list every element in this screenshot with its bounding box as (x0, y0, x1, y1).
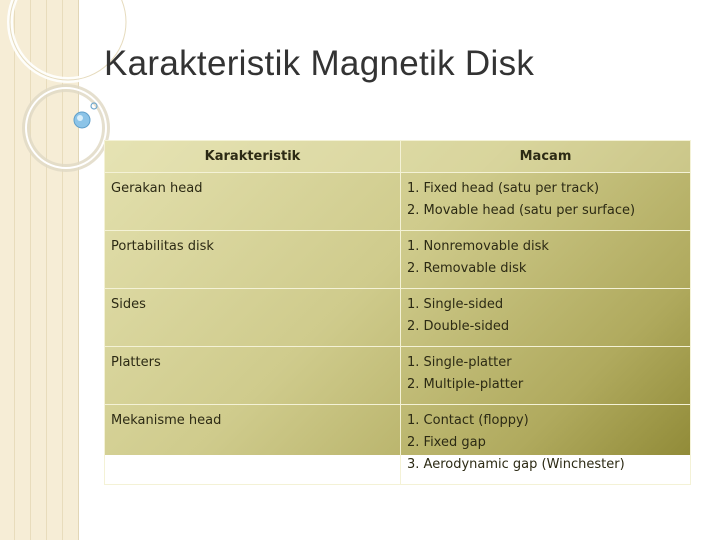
slide-title: Karakteristik Magnetik Disk (104, 44, 535, 83)
table-row (105, 347, 691, 405)
type-item: 1. Single-platter (407, 355, 512, 370)
table-row (105, 405, 691, 485)
type-item: 2. Multiple-platter (407, 377, 524, 392)
characteristic-cell: Sides (105, 289, 401, 347)
types-cell (401, 173, 691, 231)
table-row (105, 289, 691, 347)
characteristic-cell: Portabilitas disk (105, 231, 401, 289)
table-header-row (105, 141, 691, 173)
types-cell (401, 347, 691, 405)
type-item: 1. Nonremovable disk (407, 239, 549, 254)
column-header-macam: Macam (401, 141, 691, 173)
decorative-rings-icon (0, 0, 110, 200)
characteristic-cell: Platters (105, 347, 401, 405)
types-cell (401, 405, 691, 485)
table-row (105, 231, 691, 289)
characteristic-cell: Mekanisme head (105, 405, 401, 485)
type-item: 1. Fixed head (satu per track) (407, 181, 600, 196)
column-header-karakteristik: Karakteristik (105, 141, 401, 173)
type-item: 2. Removable disk (407, 261, 527, 276)
type-item: 1. Contact (floppy) (407, 413, 529, 428)
type-item: 2. Double-sided (407, 319, 510, 334)
type-item: 1. Single-sided (407, 297, 504, 312)
type-item: 2. Movable head (satu per surface) (407, 203, 636, 218)
type-item: 2. Fixed gap (407, 435, 486, 450)
table-row (105, 173, 691, 231)
characteristics-table (104, 140, 691, 472)
characteristic-cell: Gerakan head (105, 173, 401, 231)
type-item: 3. Aerodynamic gap (Winchester) (407, 457, 625, 472)
types-cell (401, 231, 691, 289)
types-cell (401, 289, 691, 347)
